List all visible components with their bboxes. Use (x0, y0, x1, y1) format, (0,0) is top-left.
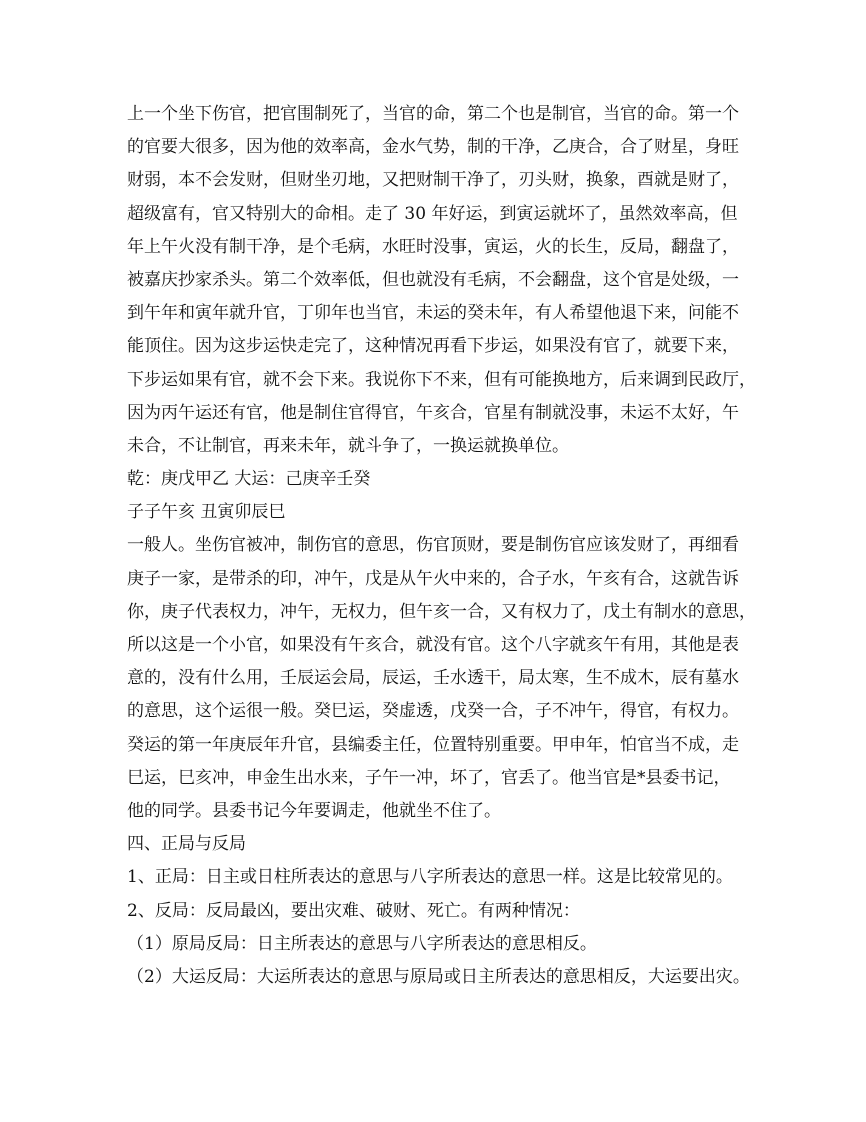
document-body (127, 98, 767, 994)
body-line: 一般人。坐伤官被冲，制伤官的意思，伤官顶财，要是制伤官应该发财了，再细看 (127, 535, 739, 556)
body-line: 年上午火没有制干净，是个毛病，水旺时没事，寅运，火的长生，反局，翻盘了， (127, 236, 739, 257)
body-line: 被嘉庆抄家杀头。第二个效率低，但也就没有毛病，不会翻盘，这个官是处级，一 (127, 269, 739, 290)
body-line: 巳运，巳亥冲，申金生出水来，子午一冲，坏了，官丢了。他当官是*县委书记， (127, 767, 731, 788)
section-heading: 四、正局与反局 (127, 834, 246, 855)
body-line: 到午年和寅年就升官，丁卯年也当官，未运的癸未年，有人希望他退下来，问能不 (127, 303, 739, 324)
body-line: 所以这是一个小官，如果没有午亥合，就没有官。这个八字就亥午有用，其他是表 (127, 635, 739, 655)
body-line: 的意思，这个运很一般。癸巳运，癸虚透，戊癸一合，子不冲午，得官，有权力。 (127, 701, 739, 722)
body-line: 财弱，本不会发财，但财坐刃地，又把财制干净了，刃头财，换象，酉就是财了， (127, 170, 739, 191)
body-line: 癸运的第一年庚辰年升官，县编委主任，位置特别重要。甲申年，怕官当不成，走 (127, 734, 739, 755)
body-line: 因为丙午运还有官，他是制住官得官，午亥合，官星有制就没事，未运不太好，午 (127, 402, 739, 423)
body-line: 下步运如果有官，就不会下来。我说你下不来，但有可能换地方，后来调到民政厅， (127, 369, 756, 390)
body-line: 未合，不让制官，再来未年，就斗争了，一换运就换单位。 (127, 435, 569, 456)
body-line: 他的同学。县委书记今年要调走，他就坐不住了。 (127, 800, 501, 821)
list-item: 1、正局：日主或日柱所表达的意思与八字所表达的意思一样。这是比较常见的。 (127, 867, 733, 888)
body-line: 能顶住。因为这步运快走完了，这种情况再看下步运，如果没有官了，就要下来， (127, 336, 739, 357)
sub-list-item: （2）大运反局：大运所表达的意思与原局或日主所表达的意思相反，大运要出灾。 (127, 966, 750, 987)
bazi-chart-line: 子子午亥 丑寅卯辰巳 (127, 502, 286, 523)
body-line: 意的，没有什么用，壬辰运会局，辰运，壬水透干，局太寒，生不成木，辰有墓水 (127, 668, 739, 689)
sub-list-item: （1）原局反局：日主所表达的意思与八字所表达的意思相反。 (127, 933, 597, 954)
body-line: 你，庚子代表权力，冲午，无权力，但午亥一合，又有权力了，戊土有制水的意思， (127, 601, 756, 622)
body-line: 上一个坐下伤官，把官围制死了，当官的命，第二个也是制官，当官的命。第一个 (127, 104, 739, 124)
list-item: 2、反局：反局最凶，要出灾难、破财、死亡。有两种情况： (127, 900, 580, 921)
body-line: 庚子一家，是带杀的印，冲午，戊是从午火中来的，合子水，午亥有合，这就告诉 (127, 568, 739, 589)
body-line: 的官要大很多，因为他的效率高，金水气势，制的干净，乙庚合，合了财星，身旺 (127, 137, 739, 158)
body-line: 超级富有，官又特别大的命相。走了 30 年好运，到寅运就坏了，虽然效率高，但 (127, 203, 738, 224)
bazi-chart-line: 乾：庚戊甲乙 大运：己庚辛壬癸 (127, 469, 371, 490)
